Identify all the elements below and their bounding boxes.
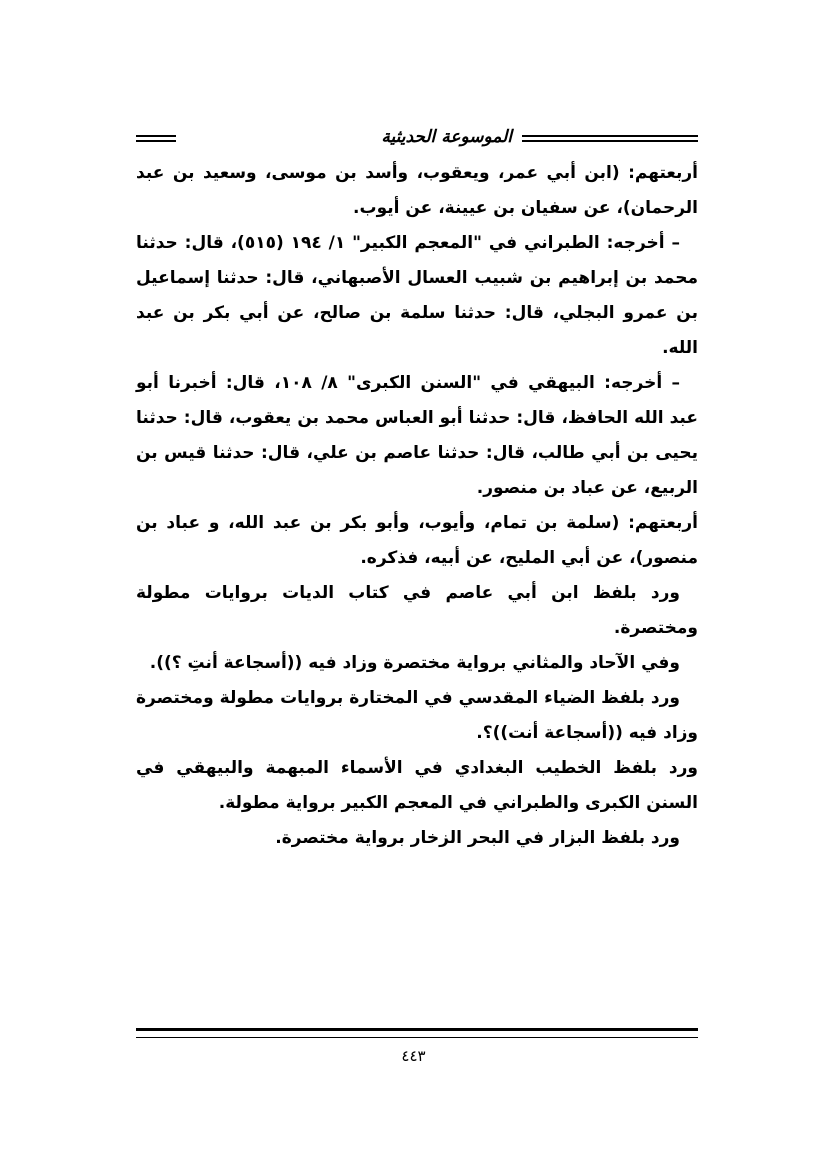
page-body — [136, 156, 698, 856]
running-header — [136, 126, 698, 150]
paragraph-2: – أخرجه: الطبراني في "المعجم الكبير" ١/ ١٩٤ (٥١٥)، قال: حدثنا محمد بن إبراهيم بن شبيب العسال الأصبهاني، قال: حدثنا إسماعيل بن عمرو البجلي، قال: حدثنا سلمة بن صالح، عن أبي بكر بن عبد الله. — [136, 233, 698, 358]
paragraph-7: ورد بلفظ الضياء المقدسي في المختارة بروايات مطولة ومختصرة وزاد فيه ((أسجاعة أنت))؟. — [136, 688, 698, 743]
paragraph-4: أربعتهم: (سلمة بن تمام، وأيوب، وأبو بكر بن عبد الله، و عباد بن منصور)، عن أبي المليح، عن أبيه، فذكره. — [136, 513, 698, 568]
page-number: ٤٤٣ — [401, 1047, 426, 1065]
header-title: الموسوعة الحديثية — [381, 127, 512, 147]
header-rule-right — [522, 135, 698, 142]
footer-rule — [136, 1028, 698, 1038]
paragraph-6: وفي الآحاد والمثاني برواية مختصرة وزاد فيه ((أسجاعة أنتِ ؟)). — [149, 653, 680, 673]
paragraph-8: ورد بلفظ الخطيب البغدادي في الأسماء المبهمة والبيهقي في السنن الكبرى والطبراني في المعجم الكبير برواية مطولة. — [136, 758, 698, 813]
paragraph-5: ورد بلفظ ابن أبي عاصم في كتاب الديات بروايات مطولة ومختصرة. — [136, 583, 698, 638]
header-rule-left — [136, 135, 176, 142]
paragraph-1: أربعتهم: (ابن أبي عمر، ويعقوب، وأسد بن موسى، وسعيد بن عبد الرحمان)، عن سفيان بن عيينة، عن أيوب. — [136, 163, 698, 218]
paragraph-3: – أخرجه: البيهقي في "السنن الكبرى" ٨/ ١٠٨، قال: أخبرنا أبو عبد الله الحافظ، قال: حدثنا أبو العباس محمد بن يعقوب، قال: حدثنا يحيى بن أبي طالب، قال: حدثنا عاصم بن علي، قال: حدثنا قيس بن الربيع، عن عباد بن منصور. — [136, 373, 698, 498]
paragraph-9: ورد بلفظ البزار في البحر الزخار برواية مختصرة. — [275, 828, 680, 848]
